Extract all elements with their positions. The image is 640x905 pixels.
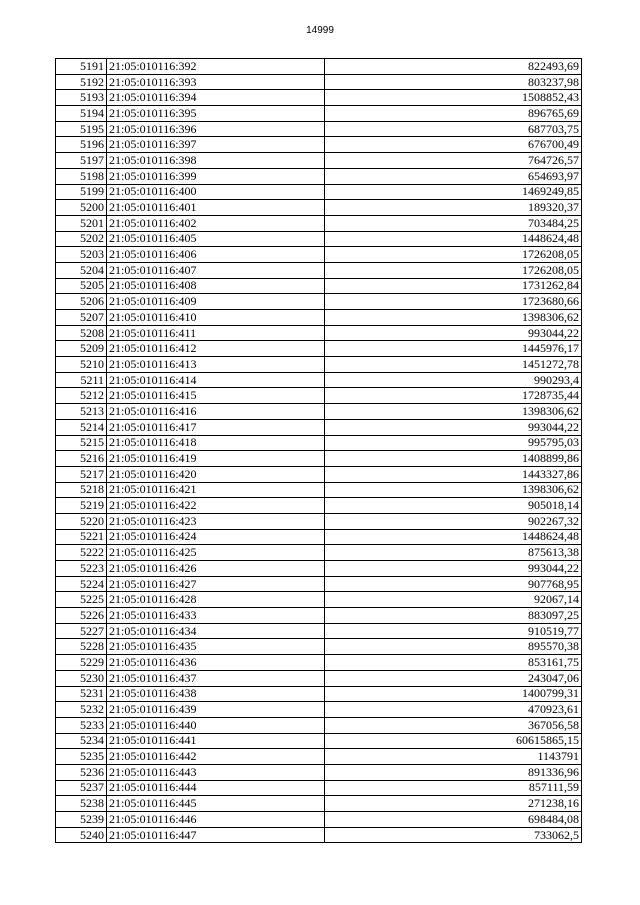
table-row — [56, 451, 582, 467]
table-row — [56, 153, 582, 169]
row-number-cell: 5229 — [56, 655, 107, 671]
value-cell: 902267,32 — [325, 513, 582, 529]
row-number-cell: 5206 — [56, 294, 107, 310]
cadastral-number-cell: 21:05:010116:444 — [107, 780, 325, 796]
table-row — [56, 168, 582, 184]
page-number: 14999 — [306, 25, 334, 36]
value-cell: 733062,5 — [325, 827, 582, 843]
table-row — [56, 419, 582, 435]
cadastral-number-cell: 21:05:010116:416 — [107, 404, 325, 420]
value-cell: 1143791 — [325, 749, 582, 765]
cadastral-number-cell: 21:05:010116:437 — [107, 670, 325, 686]
table-row — [56, 545, 582, 561]
cadastral-number-cell: 21:05:010116:420 — [107, 466, 325, 482]
value-cell: 853161,75 — [325, 655, 582, 671]
table-row — [56, 74, 582, 90]
value-cell: 895570,38 — [325, 639, 582, 655]
value-cell: 990293,4 — [325, 372, 582, 388]
cadastral-number-cell: 21:05:010116:414 — [107, 372, 325, 388]
cadastral-number-cell: 21:05:010116:442 — [107, 749, 325, 765]
table-row — [56, 278, 582, 294]
row-number-cell: 5220 — [56, 513, 107, 529]
row-number-cell: 5216 — [56, 451, 107, 467]
cadastral-number-cell: 21:05:010116:440 — [107, 717, 325, 733]
table-row — [56, 247, 582, 263]
row-number-cell: 5237 — [56, 780, 107, 796]
row-number-cell: 5231 — [56, 686, 107, 702]
row-number-cell: 5199 — [56, 184, 107, 200]
row-number-cell: 5238 — [56, 796, 107, 812]
value-cell: 1400799,31 — [325, 686, 582, 702]
value-cell: 1398306,62 — [325, 482, 582, 498]
cadastral-number-cell: 21:05:010116:402 — [107, 215, 325, 231]
cadastral-number-cell: 21:05:010116:400 — [107, 184, 325, 200]
cadastral-number-cell: 21:05:010116:409 — [107, 294, 325, 310]
value-cell: 803237,98 — [325, 74, 582, 90]
row-number-cell: 5221 — [56, 529, 107, 545]
cadastral-number-cell: 21:05:010116:423 — [107, 513, 325, 529]
table-row — [56, 576, 582, 592]
value-cell: 1451272,78 — [325, 357, 582, 373]
row-number-cell: 5200 — [56, 200, 107, 216]
table-row — [56, 372, 582, 388]
cadastral-number-cell: 21:05:010116:425 — [107, 545, 325, 561]
value-cell: 875613,38 — [325, 545, 582, 561]
table-row — [56, 796, 582, 812]
cadastral-number-cell: 21:05:010116:395 — [107, 106, 325, 122]
cadastral-number-cell: 21:05:010116:411 — [107, 325, 325, 341]
row-number-cell: 5192 — [56, 74, 107, 90]
cadastral-number-cell: 21:05:010116:438 — [107, 686, 325, 702]
value-cell: 910519,77 — [325, 623, 582, 639]
table-row — [56, 121, 582, 137]
row-number-cell: 5226 — [56, 608, 107, 624]
cadastral-number-cell: 21:05:010116:401 — [107, 200, 325, 216]
row-number-cell: 5236 — [56, 764, 107, 780]
value-cell: 367056,58 — [325, 717, 582, 733]
cadastral-number-cell: 21:05:010116:445 — [107, 796, 325, 812]
table-row — [56, 513, 582, 529]
row-number-cell: 5196 — [56, 137, 107, 153]
table-row — [56, 529, 582, 545]
value-cell: 1448624,48 — [325, 529, 582, 545]
cadastral-number-cell: 21:05:010116:406 — [107, 247, 325, 263]
value-cell: 676700,49 — [325, 137, 582, 153]
table-row — [56, 655, 582, 671]
cadastral-number-cell: 21:05:010116:443 — [107, 764, 325, 780]
cadastral-number-cell: 21:05:010116:427 — [107, 576, 325, 592]
value-cell: 92067,14 — [325, 592, 582, 608]
table-row — [56, 357, 582, 373]
cadastral-number-cell: 21:05:010116:426 — [107, 561, 325, 577]
table-row — [56, 608, 582, 624]
table-row — [56, 90, 582, 106]
row-number-cell: 5217 — [56, 466, 107, 482]
row-number-cell: 5202 — [56, 231, 107, 247]
table-row — [56, 435, 582, 451]
value-cell: 764726,57 — [325, 153, 582, 169]
cadastral-number-cell: 21:05:010116:392 — [107, 59, 325, 75]
table-row — [56, 404, 582, 420]
row-number-cell: 5208 — [56, 325, 107, 341]
row-number-cell: 5211 — [56, 372, 107, 388]
row-number-cell: 5235 — [56, 749, 107, 765]
row-number-cell: 5191 — [56, 59, 107, 75]
value-cell: 1398306,62 — [325, 310, 582, 326]
cadastral-number-cell: 21:05:010116:393 — [107, 74, 325, 90]
value-cell: 995795,03 — [325, 435, 582, 451]
value-cell: 993044,22 — [325, 325, 582, 341]
value-cell: 1726208,05 — [325, 262, 582, 278]
cadastral-number-cell: 21:05:010116:412 — [107, 341, 325, 357]
value-cell: 654693,97 — [325, 168, 582, 184]
table-row — [56, 733, 582, 749]
row-number-cell: 5193 — [56, 90, 107, 106]
cadastral-number-cell: 21:05:010116:434 — [107, 623, 325, 639]
row-number-cell: 5195 — [56, 121, 107, 137]
row-number-cell: 5201 — [56, 215, 107, 231]
row-number-cell: 5240 — [56, 827, 107, 843]
row-number-cell: 5204 — [56, 262, 107, 278]
value-cell: 1445976,17 — [325, 341, 582, 357]
value-cell: 60615865,15 — [325, 733, 582, 749]
table-row — [56, 482, 582, 498]
row-number-cell: 5228 — [56, 639, 107, 655]
value-cell: 1443327,86 — [325, 466, 582, 482]
value-cell: 470923,61 — [325, 702, 582, 718]
table-row — [56, 341, 582, 357]
table-row — [56, 388, 582, 404]
table-row — [56, 827, 582, 843]
row-number-cell: 5205 — [56, 278, 107, 294]
cadastral-number-cell: 21:05:010116:394 — [107, 90, 325, 106]
table-row — [56, 623, 582, 639]
row-number-cell: 5222 — [56, 545, 107, 561]
cadastral-number-cell: 21:05:010116:399 — [107, 168, 325, 184]
table-row — [56, 325, 582, 341]
value-cell: 857111,59 — [325, 780, 582, 796]
row-number-cell: 5198 — [56, 168, 107, 184]
table-row — [56, 749, 582, 765]
row-number-cell: 5213 — [56, 404, 107, 420]
value-cell: 883097,25 — [325, 608, 582, 624]
cadastral-number-cell: 21:05:010116:419 — [107, 451, 325, 467]
row-number-cell: 5210 — [56, 357, 107, 373]
table-row — [56, 466, 582, 482]
value-cell: 907768,95 — [325, 576, 582, 592]
value-cell: 1469249,85 — [325, 184, 582, 200]
row-number-cell: 5197 — [56, 153, 107, 169]
table-row — [56, 764, 582, 780]
value-cell: 896765,69 — [325, 106, 582, 122]
value-cell: 822493,69 — [325, 59, 582, 75]
cadastral-number-cell: 21:05:010116:441 — [107, 733, 325, 749]
cadastral-number-cell: 21:05:010116:418 — [107, 435, 325, 451]
table-body — [56, 59, 582, 843]
table-row — [56, 294, 582, 310]
cadastral-number-cell: 21:05:010116:398 — [107, 153, 325, 169]
value-cell: 905018,14 — [325, 498, 582, 514]
value-cell: 687703,75 — [325, 121, 582, 137]
row-number-cell: 5194 — [56, 106, 107, 122]
table-row — [56, 310, 582, 326]
cadastral-number-cell: 21:05:010116:421 — [107, 482, 325, 498]
value-cell: 1448624,48 — [325, 231, 582, 247]
table-row — [56, 200, 582, 216]
table-row — [56, 262, 582, 278]
table-row — [56, 561, 582, 577]
table-row — [56, 717, 582, 733]
row-number-cell: 5233 — [56, 717, 107, 733]
value-cell: 1731262,84 — [325, 278, 582, 294]
value-cell: 1408899,86 — [325, 451, 582, 467]
cadastral-number-cell: 21:05:010116:413 — [107, 357, 325, 373]
table-row — [56, 592, 582, 608]
cadastral-number-cell: 21:05:010116:408 — [107, 278, 325, 294]
cadastral-number-cell: 21:05:010116:433 — [107, 608, 325, 624]
cadastral-number-cell: 21:05:010116:405 — [107, 231, 325, 247]
table-row — [56, 231, 582, 247]
value-cell: 698484,08 — [325, 812, 582, 828]
row-number-cell: 5214 — [56, 419, 107, 435]
table-row — [56, 498, 582, 514]
value-cell: 189320,37 — [325, 200, 582, 216]
row-number-cell: 5223 — [56, 561, 107, 577]
row-number-cell: 5227 — [56, 623, 107, 639]
table-row — [56, 639, 582, 655]
value-cell: 1398306,62 — [325, 404, 582, 420]
row-number-cell: 5207 — [56, 310, 107, 326]
value-cell: 1723680,66 — [325, 294, 582, 310]
row-number-cell: 5215 — [56, 435, 107, 451]
cadastral-number-cell: 21:05:010116:417 — [107, 419, 325, 435]
row-number-cell: 5209 — [56, 341, 107, 357]
cadastral-number-cell: 21:05:010116:435 — [107, 639, 325, 655]
cadastral-number-cell: 21:05:010116:439 — [107, 702, 325, 718]
value-cell: 271238,16 — [325, 796, 582, 812]
cadastral-number-cell: 21:05:010116:422 — [107, 498, 325, 514]
cadastral-number-cell: 21:05:010116:397 — [107, 137, 325, 153]
value-cell: 1728735,44 — [325, 388, 582, 404]
cadastral-number-cell: 21:05:010116:447 — [107, 827, 325, 843]
row-number-cell: 5239 — [56, 812, 107, 828]
row-number-cell: 5218 — [56, 482, 107, 498]
cadastral-number-cell: 21:05:010116:415 — [107, 388, 325, 404]
cadastral-number-cell: 21:05:010116:424 — [107, 529, 325, 545]
row-number-cell: 5225 — [56, 592, 107, 608]
value-cell: 1726208,05 — [325, 247, 582, 263]
table-row — [56, 780, 582, 796]
table-row — [56, 812, 582, 828]
value-cell: 993044,22 — [325, 419, 582, 435]
cadastral-number-cell: 21:05:010116:446 — [107, 812, 325, 828]
cadastral-number-cell: 21:05:010116:410 — [107, 310, 325, 326]
row-number-cell: 5219 — [56, 498, 107, 514]
table-row — [56, 215, 582, 231]
row-number-cell: 5224 — [56, 576, 107, 592]
cadastral-number-cell: 21:05:010116:396 — [107, 121, 325, 137]
value-cell: 703484,25 — [325, 215, 582, 231]
value-cell: 891336,96 — [325, 764, 582, 780]
table-row — [56, 686, 582, 702]
table-row — [56, 59, 582, 75]
cadastral-number-cell: 21:05:010116:407 — [107, 262, 325, 278]
row-number-cell: 5212 — [56, 388, 107, 404]
table-row — [56, 137, 582, 153]
cadastral-number-cell: 21:05:010116:436 — [107, 655, 325, 671]
row-number-cell: 5234 — [56, 733, 107, 749]
table-row — [56, 670, 582, 686]
row-number-cell: 5230 — [56, 670, 107, 686]
row-number-cell: 5203 — [56, 247, 107, 263]
cadastral-number-cell: 21:05:010116:428 — [107, 592, 325, 608]
table-row — [56, 702, 582, 718]
row-number-cell: 5232 — [56, 702, 107, 718]
value-cell: 993044,22 — [325, 561, 582, 577]
value-cell: 1508852,43 — [325, 90, 582, 106]
table-row — [56, 184, 582, 200]
value-cell: 243047,06 — [325, 670, 582, 686]
table-row — [56, 106, 582, 122]
data-table — [55, 58, 582, 843]
